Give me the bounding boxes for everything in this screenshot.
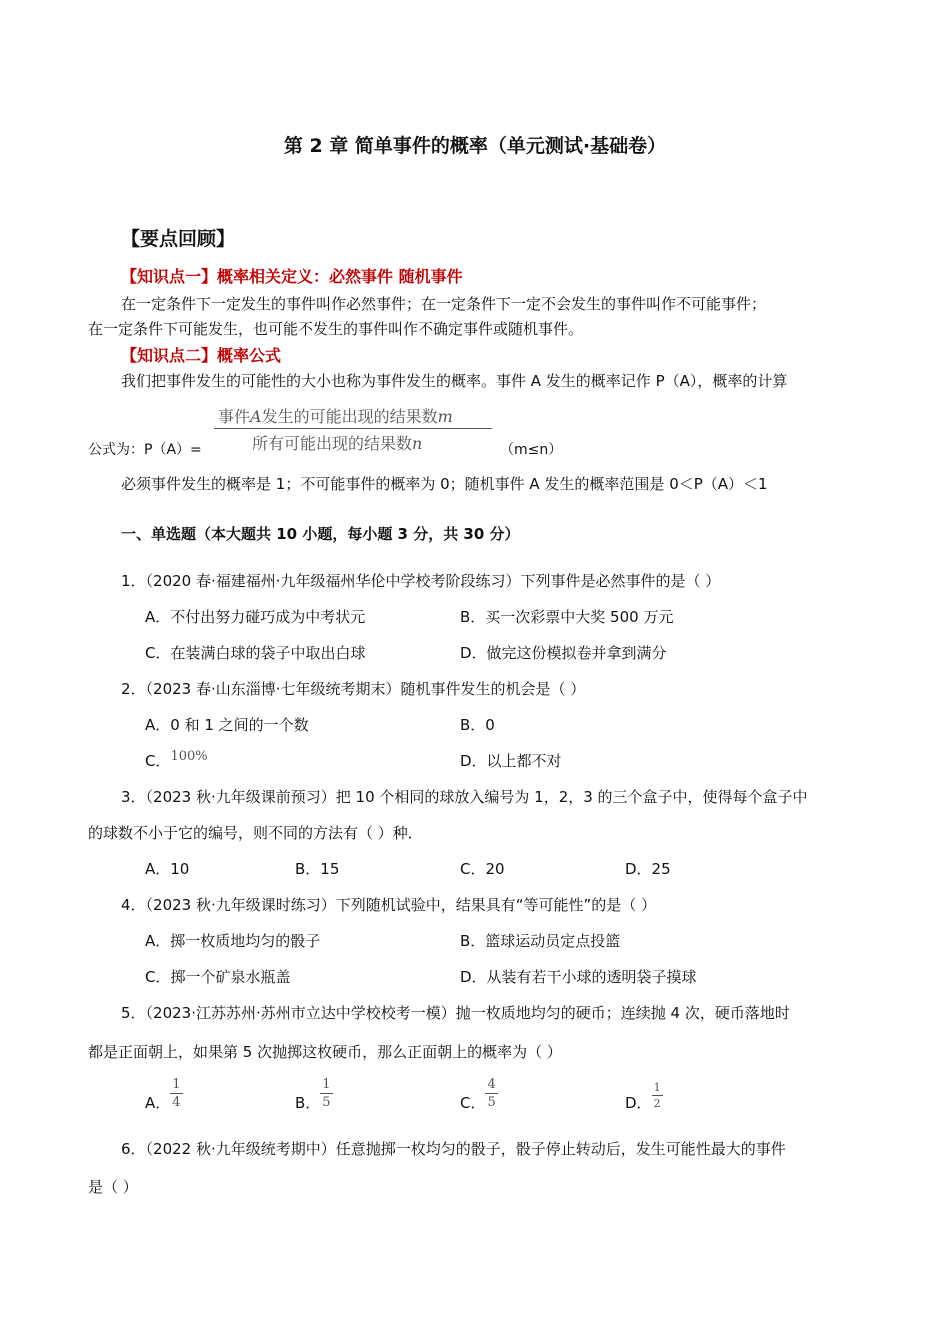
formula-prefix: 公式为：P（A）= xyxy=(88,442,202,458)
question-1-option-d: D．做完这份模拟卷并拿到满分 xyxy=(460,644,667,662)
question-2-option-c-value: 100% xyxy=(170,749,208,764)
question-5-option-a xyxy=(145,1077,183,1110)
question-5-option-b-label: B． xyxy=(295,1094,321,1112)
knowledge-point-1-title: 概率相关定义：必然事件 随机事件 xyxy=(217,267,463,286)
question-5-option-c xyxy=(460,1077,498,1110)
formula-denominator: 所有可能出现的结果数n xyxy=(252,434,423,453)
question-2-option-c xyxy=(145,751,208,773)
question-6-stem-line-2: 是（ ） xyxy=(88,1178,138,1196)
kp1-text-line-2: 在一定条件下可能发生，也可能不发生的事件叫作不确定事件或随机事件。 xyxy=(88,320,584,338)
formula-fraction-bar xyxy=(214,428,492,429)
question-2-option-c-label: C． xyxy=(145,752,171,770)
question-5-option-d-label: D． xyxy=(625,1094,652,1112)
formula-condition: （m≤n） xyxy=(500,442,563,458)
kp2-text-line-1: 我们把事件发生的可能性的大小也称为事件发生的概率。事件 A 发生的概率记作 P（A），概率的计算 xyxy=(121,372,788,390)
question-2-option-a: A．0 和 1 之间的一个数 xyxy=(145,716,309,734)
question-5-option-c-fraction: $\frac{4}{5}$ xyxy=(487,1077,496,1110)
knowledge-point-1-heading xyxy=(121,264,463,287)
kp2-text-line-3: 必须事件发生的概率是 1；不可能事件的概率为 0；随机事件 A 发生的概率范围是 0＜P（A）＜1 xyxy=(121,475,768,493)
question-4-option-d: D．从装有若干小球的透明袋子摸球 xyxy=(460,968,697,986)
document-title: 第 2 章 简单事件的概率（单元测试·基础卷） xyxy=(283,135,667,157)
kp1-text-line-1: 在一定条件下一定发生的事件叫作必然事件；在一定条件下一定不会发生的事件叫作不可能事件； xyxy=(121,295,767,313)
question-4-option-c: C．掷一个矿泉水瓶盖 xyxy=(145,968,291,986)
question-4-option-a: A．掷一枚质地均匀的骰子 xyxy=(145,932,321,950)
question-5-stem-line-1: 5．（2023·江苏苏州·苏州市立达中学校校考一模）抛一枚质地均匀的硬币；连续抛 4 次，硬币落地时 xyxy=(121,1004,790,1022)
review-heading: 【要点回顾】 xyxy=(121,228,236,250)
question-3-option-d: D．25 xyxy=(625,860,671,878)
question-3-stem-line-1: 3．（2023 秋·九年级课前预习）把 10 个相同的球放入编号为 1，2，3 的三个盒子中，使得每个盒子中 xyxy=(121,788,808,806)
question-5-option-b xyxy=(295,1077,333,1110)
question-3-option-b: B．15 xyxy=(295,860,340,878)
knowledge-point-2-heading xyxy=(121,343,281,366)
question-1-option-b: B．买一次彩票中大奖 500 万元 xyxy=(460,608,674,626)
knowledge-point-2-title: 概率公式 xyxy=(217,346,282,365)
question-5-option-d xyxy=(625,1081,663,1110)
question-5-option-a-fraction: $\frac{1}{4}$ xyxy=(172,1077,181,1110)
question-5-stem-line-2: 都是正面朝上，如果第 5 次抛掷这枚硬币，那么正面朝上的概率为（ ） xyxy=(88,1043,562,1061)
section-single-choice-heading: 一、单选题（本大题共 10 小题，每小题 3 分，共 30 分） xyxy=(121,525,520,543)
question-6-stem-line-1: 6．（2022 秋·九年级统考期中）任意抛掷一枚均匀的骰子，骰子停止转动后，发生可能性最大的事件 xyxy=(121,1140,786,1158)
question-1-option-a: A．不付出努力碰巧成为中考状元 xyxy=(145,608,366,626)
question-5-option-c-label: C． xyxy=(460,1094,486,1112)
question-5-option-b-fraction: $\frac{1}{5}$ xyxy=(322,1077,331,1110)
question-1-option-c: C．在装满白球的袋子中取出白球 xyxy=(145,644,366,662)
question-3-option-c: C．20 xyxy=(460,860,505,878)
question-5-option-a-label: A． xyxy=(145,1094,171,1112)
question-2-option-b: B．0 xyxy=(460,716,495,734)
question-2-stem: 2．（2023 春·山东淄博·七年级统考期末）随机事件发生的机会是（ ） xyxy=(121,680,586,698)
knowledge-point-2-tag: 【知识点二】 xyxy=(121,346,218,365)
question-1-stem: 1．（2020 春·福建福州·九年级福州华伦中学校考阶段练习）下列事件是必然事件的是（ ） xyxy=(121,572,721,590)
question-5-option-d-fraction: $\frac{1}{2}$ xyxy=(653,1081,661,1110)
question-4-option-b: B．篮球运动员定点投篮 xyxy=(460,932,621,950)
question-3-option-a: A．10 xyxy=(145,860,190,878)
question-2-option-d: D．以上都不对 xyxy=(460,752,562,770)
question-3-stem-line-2: 的球数不小于它的编号，则不同的方法有（ ）种． xyxy=(88,824,423,842)
question-4-stem: 4．（2023 秋·九年级课时练习）下列随机试验中，结果具有“等可能性”的是（ ） xyxy=(121,896,657,914)
knowledge-point-1-tag: 【知识点一】 xyxy=(121,267,218,286)
formula-numerator: 事件A发生的可能出现的结果数m xyxy=(218,407,453,426)
